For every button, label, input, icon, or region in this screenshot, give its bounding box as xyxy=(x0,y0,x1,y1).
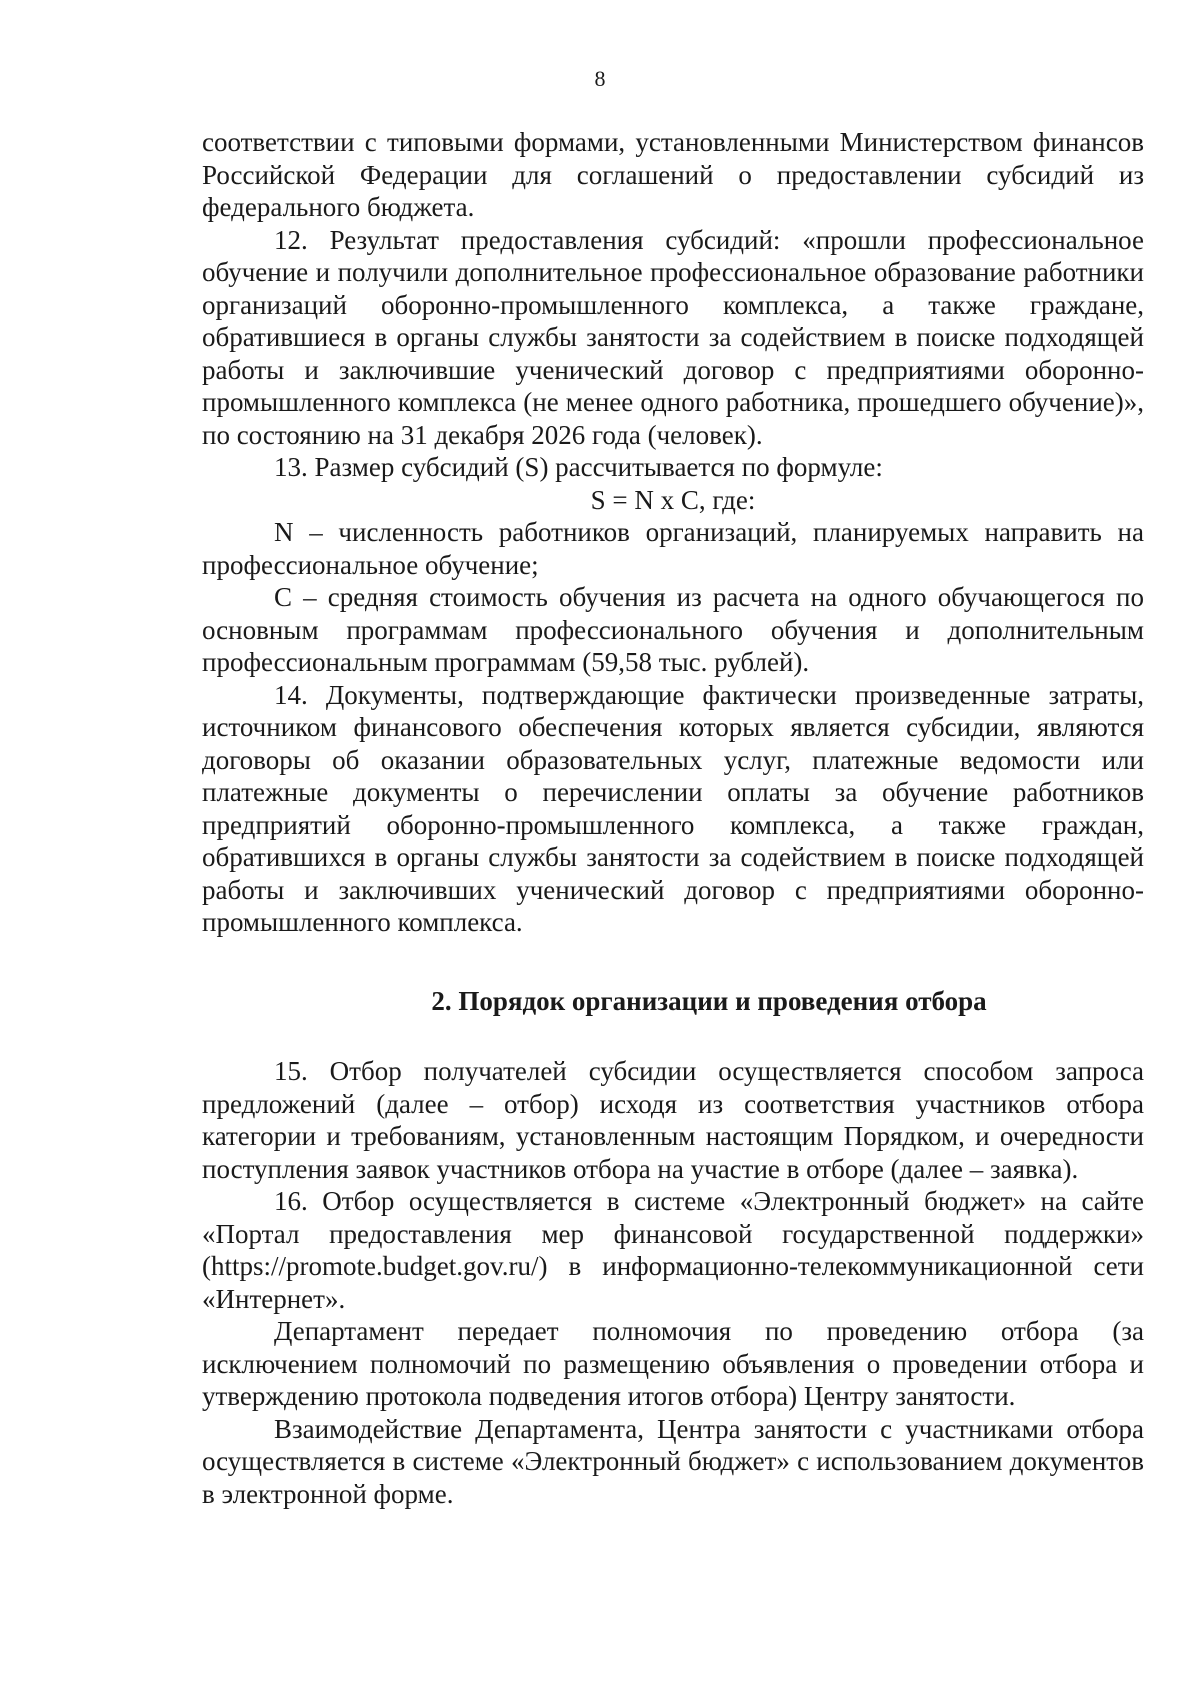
paragraph-13: 13. Размер субсидий (S) рассчитывается по формуле: xyxy=(274,452,883,482)
section-2-body xyxy=(202,1055,1144,1510)
paragraph-n-definition: N – численность работников организаций, планируемых направить на профессиональное обучение; xyxy=(202,517,1144,580)
section-heading: 2. Порядок организации и проведения отбора xyxy=(431,986,987,1016)
paragraph-c-definition: C – средняя стоимость обучения из расчета на одного обучающегося по основным программам профессионального обучения и дополнительным профессиональным программам (59,58 тыс. рублей). xyxy=(202,582,1144,677)
paragraph-14: 14. Документы, подтверждающие фактически произведенные затраты, источником финансового обеспечения которых является субсидии, являются договоры об оказании образовательных услуг, платежные ведомости или платежные документы о перечислении оплаты за обучение работников предприятий оборонно-промышленного комплекса, а также граждан, обратившихся в органы службы занятости за содействием в поиске подходящей работы и заключивших ученический договор с предприятиями оборонно-промышленного комплекса. xyxy=(202,679,1144,937)
paragraph-16: 16. Отбор осуществляется в системе «Электронный бюджет» на сайте «Портал предоставления мер финансовой государственной поддержки» (https://promote.budget.gov.ru/) в информационно-телекоммуникационной сети «Интернет». xyxy=(202,1186,1144,1314)
section-1-body xyxy=(202,126,1144,939)
paragraph-department: Департамент передает полномочия по проведению отбора (за исключением полномочий по размещению объявления о проведении отбора и утверждению протокола подведения итогов отбора) Центру занятости. xyxy=(202,1316,1144,1411)
paragraph-12: 12. Результат предоставления субсидий: «прошли профессиональное обучение и получили дополнительное профессиональное образование работники организаций оборонно-промышленного комплекса, а также граждане, обратившиеся в органы службы занятости за содействием в поиске подходящей работы и заключившие ученический договор с предприятиями оборонно-промышленного комплекса (не менее одного работника, прошедшего обучение)», по состоянию на 31 декабря 2026 года (человек). xyxy=(202,224,1144,450)
formula: S = N x C, где: xyxy=(590,484,756,515)
page-number: 8 xyxy=(594,66,606,91)
paragraph-interaction: Взаимодействие Департамента, Центра занятости с участниками отбора осуществляется в системе «Электронный бюджет» с использованием документов в электронной форме. xyxy=(202,1413,1144,1509)
paragraph-15: 15. Отбор получателей субсидии осуществляется способом запроса предложений (далее – отбор) исходя из соответствия участников отбора категории и требованиям, установленным настоящим Порядком, и очередности поступления заявок участников отбора на участие в отборе (далее – заявка). xyxy=(202,1056,1144,1184)
section-2-heading-block xyxy=(202,985,1144,1018)
paragraph-continued: соответствии с типовыми формами, установленными Министерством финансов Российской Федерации для соглашений о предоставлении субсидий из федерального бюджета. xyxy=(202,127,1144,222)
